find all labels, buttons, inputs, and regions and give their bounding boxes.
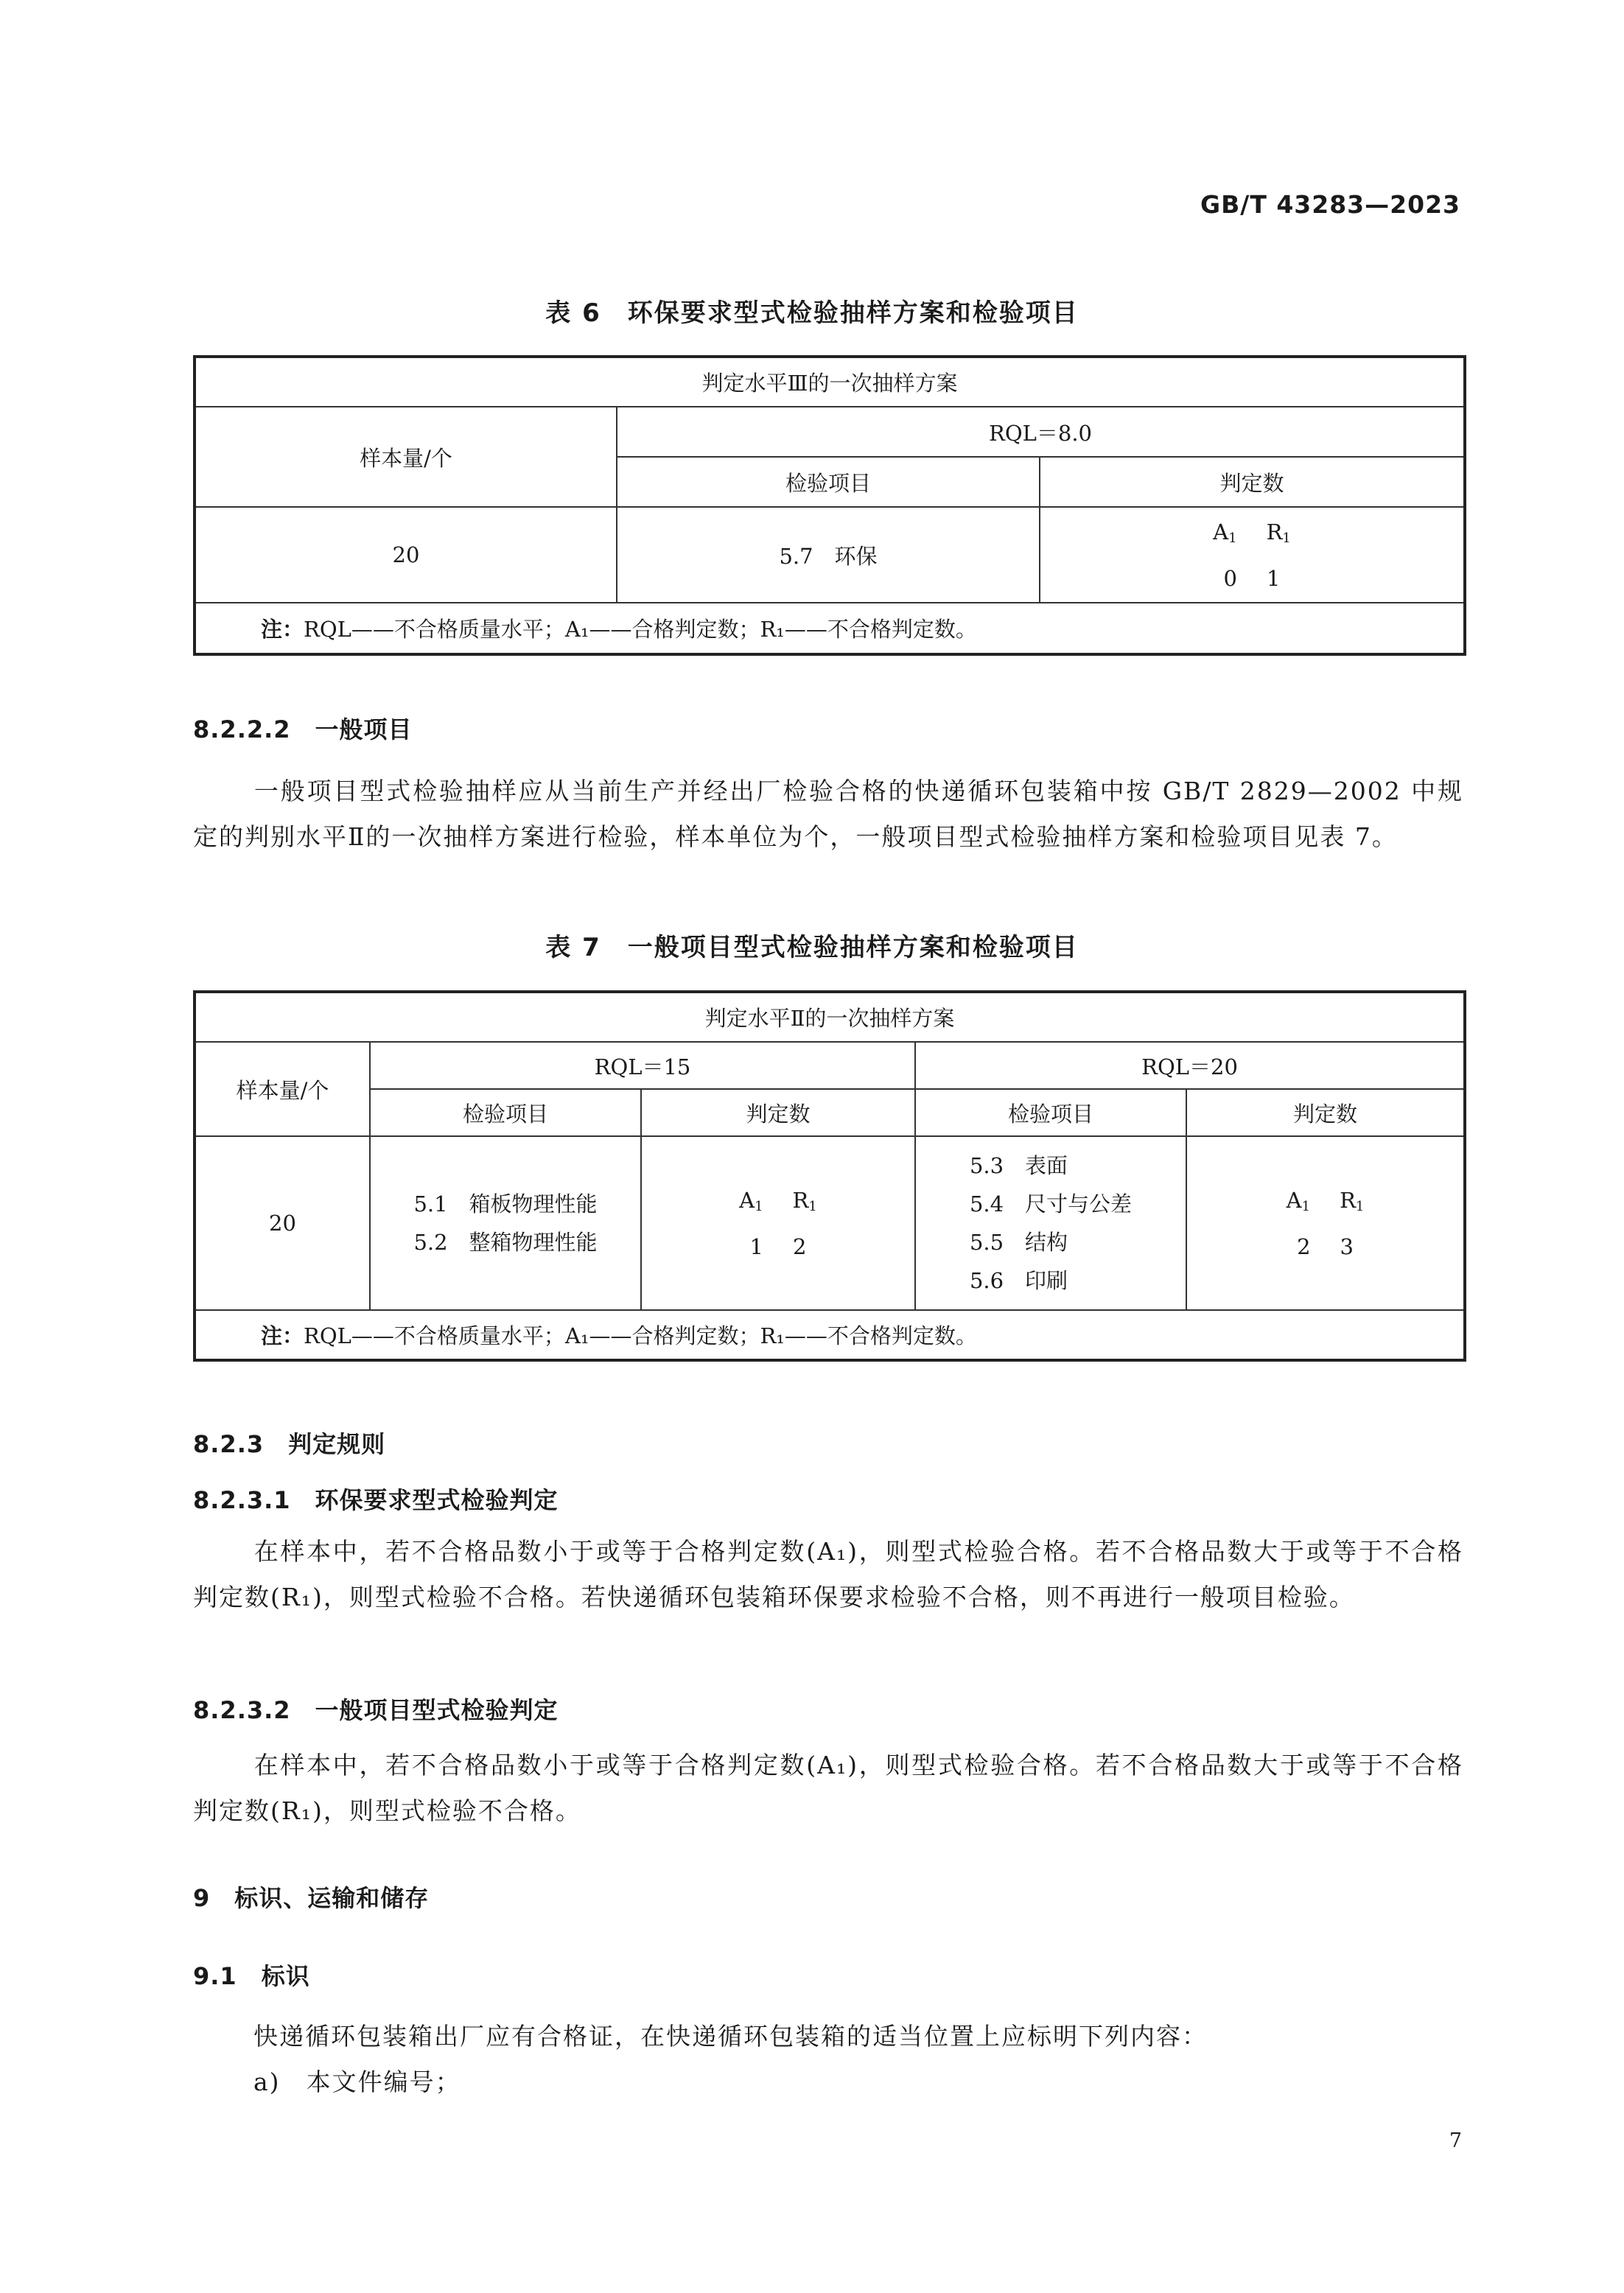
table7-caption: 表 7 一般项目型式检验抽样方案和检验项目: [545, 933, 1079, 962]
heading-8-2-2-2: 8.2.2.2 一般项目: [193, 715, 413, 743]
re-value: 2: [793, 1233, 807, 1259]
heading-9: 9 标识、运输和储存: [193, 1884, 430, 1912]
table6-judge-cell: $A_1$ $R_1$ 0 1: [1040, 507, 1465, 603]
heading-9-1: 9.1 标识: [193, 1962, 310, 1990]
table7-col-judge-a: 判定数: [641, 1089, 915, 1136]
list-item-a: a) 本文件编号；: [253, 2068, 461, 2096]
table7-note: 注：RQL——不合格质量水平；A₁——合格判定数；R₁——不合格判定数。: [195, 1310, 1465, 1360]
para-8-2-3-2: 在样本中，若不合格品数小于或等于合格判定数(A₁)，则型式检验合格。若不合格品数大于或等于不合格判定数(R₁)，则型式检验不合格。: [193, 1751, 1463, 1825]
table7-rql-20: RQL＝20: [915, 1042, 1465, 1089]
standard-number: GB/T 43283—2023: [1200, 190, 1460, 219]
table7-judge-a: $A_1$ $R_1$ 1 2: [641, 1136, 915, 1310]
list-item: 5.5 结构: [969, 1230, 1068, 1255]
ac-value: 0: [1223, 565, 1237, 591]
table7-sample-value: 20: [195, 1136, 370, 1310]
list-item: 5.1 箱板物理性能: [413, 1191, 598, 1216]
table7-sample-header: 样本量/个: [195, 1042, 370, 1136]
list-item: 5.6 印刷: [969, 1268, 1068, 1293]
para-8-2-2-2: 一般项目型式检验抽样应从当前生产并经出厂检验合格的快递循环包装箱中按 GB/T 2829—2002 中规定的判别水平Ⅱ的一次抽样方案进行检验，样本单位为个，一般项目型式检验抽样方案和检验项目见表 7。: [193, 777, 1463, 851]
table7: [193, 990, 1466, 1362]
table7-col-judge-b: 判定数: [1186, 1089, 1465, 1136]
re-value: 1: [1267, 565, 1281, 591]
table6-col-judge: 判定数: [1040, 457, 1465, 507]
re-label: R: [1266, 519, 1283, 545]
table7-col-item-b: 检验项目: [915, 1089, 1186, 1136]
ac-label: A: [1213, 519, 1229, 545]
ac-value: 2: [1297, 1233, 1311, 1259]
heading-8-2-3: 8.2.3 判定规则: [193, 1430, 386, 1458]
heading-8-2-3-2: 8.2.3.2 一般项目型式检验判定: [193, 1696, 559, 1724]
table6-rql: RQL＝8.0: [617, 407, 1465, 457]
table6-sample-header: 样本量/个: [195, 407, 617, 507]
list-item: 5.4 尺寸与公差: [969, 1191, 1133, 1216]
table6-item-value: 5.7 环保: [617, 507, 1040, 603]
table7-rql-15: RQL＝15: [370, 1042, 915, 1089]
table6-sample-value: 20: [195, 507, 617, 603]
table7-items-b: [915, 1136, 1186, 1310]
table6-note: 注：RQL——不合格质量水平；A₁——合格判定数；R₁——不合格判定数。: [195, 603, 1465, 654]
para-9-1: 快递循环包装箱出厂应有合格证，在快递循环包装箱的适当位置上应标明下列内容：: [253, 2022, 1208, 2051]
page-number: 7: [1449, 2129, 1462, 2152]
table6-col-item: 检验项目: [617, 457, 1040, 507]
re-value: 3: [1340, 1233, 1354, 1259]
heading-8-2-3-1: 8.2.3.1 环保要求型式检验判定: [193, 1486, 559, 1514]
ac-value: 1: [749, 1233, 763, 1259]
list-item: 5.3 表面: [969, 1153, 1068, 1178]
table6-caption: 表 6 环保要求型式检验抽样方案和检验项目: [545, 298, 1079, 328]
list-item: 5.2 整箱物理性能: [413, 1230, 598, 1255]
para-8-2-3-1: 在样本中，若不合格品数小于或等于合格判定数(A₁)，则型式检验合格。若不合格品数大于或等于不合格判定数(R₁)，则型式检验不合格。若快递循环包装箱环保要求检验不合格，则不再进行一般项目检验。: [193, 1537, 1463, 1611]
table6-plan-title: 判定水平Ⅲ的一次抽样方案: [195, 357, 1465, 407]
table7-judge-b: $A_1$ $R_1$ 2 3: [1186, 1136, 1465, 1310]
table7-col-item-a: 检验项目: [370, 1089, 641, 1136]
table7-plan-title: 判定水平Ⅱ的一次抽样方案: [195, 992, 1465, 1042]
table7-items-a: [370, 1136, 641, 1310]
table6: [193, 355, 1466, 656]
